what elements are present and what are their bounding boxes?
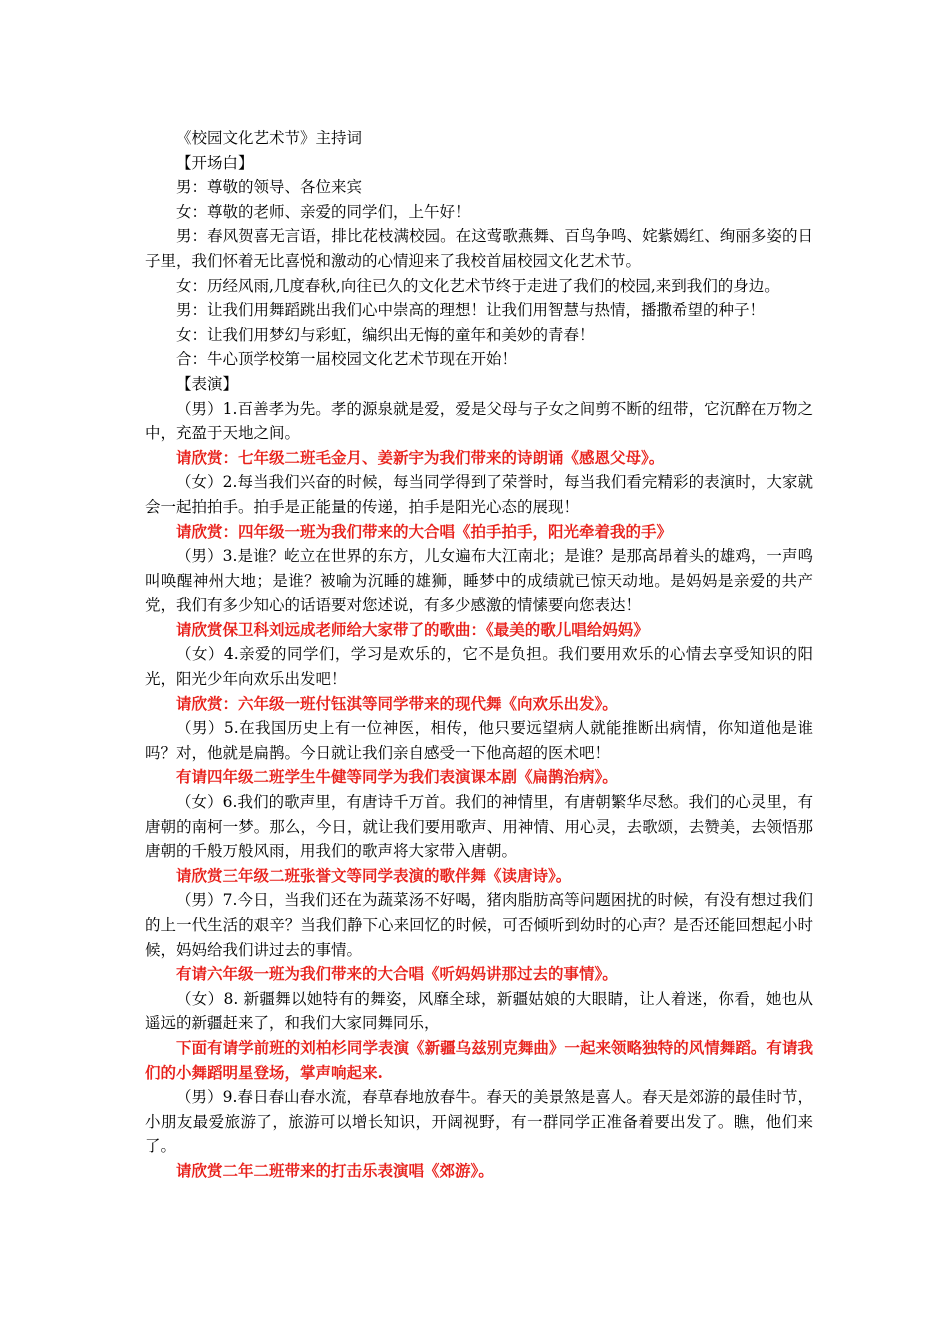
paragraph: （女）6.我们的歌声里，有唐诗千万首。我们的神情里，有唐朝繁华尽愁。我们的心灵里，有唐朝的南柯一梦。那么，今日，就让我们要用歌声、用神情、用心灵，去歌颂，去赞美，去领悟那唐朝的千般万般风雨，用我们的歌声将大家带入唐朝。 <box>145 793 813 861</box>
paragraph: （男）3.是谁？屹立在世界的东方，儿女遍布大江南北；是谁？是那高昂着头的雄鸡，一声鸣叫唤醒神州大地；是谁？被喻为沉睡的雄狮，睡梦中的成绩就已惊天动地。是妈妈是亲爱的共产党，我们有多少知心的话语要对您述说，有多少感激的情愫要向您表达！ <box>145 547 813 615</box>
paragraph: 女：尊敬的老师、亲爱的同学们，上午好！ <box>176 202 471 221</box>
program-announcement: 请欣赏：四年级一班为我们带来的大合唱《拍手拍手，阳光牵着我的手》 <box>176 521 673 541</box>
program-announcement: 有请四年级二班学生牛健等同学为我们表演课本剧《扁鹊治病》。 <box>176 767 618 787</box>
section-heading: 【开场白】 <box>176 153 254 172</box>
paragraph: 合：牛心顶学校第一届校园文化艺术节现在开始！ <box>176 350 518 369</box>
program-announcement: 请欣赏保卫科刘远成老师给大家带了的歌曲：《最美的歌儿唱给妈妈》 <box>176 619 649 639</box>
paragraph: 男：尊敬的领导、各位来宾 <box>176 178 363 197</box>
paragraph: 男：让我们用舞蹈跳出我们心中崇高的理想！让我们用智慧与热情，播撒希望的种子！ <box>176 301 766 320</box>
program-announcement: 请欣赏：七年级二班毛金月、姜新宇为我们带来的诗朗诵《感恩父母》。 <box>176 447 665 467</box>
paragraph: （女）8. 新疆舞以她特有的舞姿，风靡全球，新疆姑娘的大眼睛，让人着迷，你看，她也从遥远的新疆赶来了，和我们大家同舞同乐， <box>145 989 813 1033</box>
program-announcement: 有请六年级一班为我们带来的大合唱《听妈妈讲那过去的事情》。 <box>176 964 618 984</box>
document-body <box>145 126 813 1184</box>
program-announcement: 下面有请学前班的刘柏杉同学表演《新疆乌兹别克舞曲》一起来领略独特的风情舞蹈。有请我们的小舞蹈明星登场，掌声响起来. <box>145 1037 813 1082</box>
paragraph: （男）7.今日，当我们还在为蔬菜汤不好喝，猪肉脂肪高等问题困扰的时候，有没有想过我们的上一代生活的艰辛？当我们静下心来回忆的时候，可否倾听到幼时的心声？是否还能回想起小时候，妈妈给我们讲过去的事情。 <box>145 891 813 959</box>
paragraph: （女）2.每当我们兴奋的时候，每当同学得到了荣誉时，每当我们看完精彩的表演时，大家就会一起拍拍手。拍手是正能量的传递，拍手是阳光心态的展现！ <box>145 473 813 516</box>
section-heading: 【表演】 <box>176 374 239 393</box>
paragraph: 女：让我们用梦幻与彩虹，编织出无悔的童年和美妙的青春！ <box>176 325 595 344</box>
program-announcement: 请欣赏三年级二班张誉文等同学表演的歌伴舞《读唐诗》。 <box>176 865 572 885</box>
paragraph: 男：春风贺喜无言语，排比花枝满校园。在这莺歌燕舞、百鸟争鸣、姹紫嫣红、绚丽多姿的日子里，我们怀着无比喜悦和激动的心情迎来了我校首届校园文化艺术节。 <box>145 227 813 270</box>
program-announcement: 请欣赏：六年级一班付钰淇等同学带来的现代舞《向欢乐出发》。 <box>176 693 618 713</box>
paragraph: （男）5.在我国历史上有一位神医，相传，他只要远望病人就能推断出病情，你知道他是谁吗？对，他就是扁鹊。今日就让我们亲自感受一下他高超的医术吧！ <box>145 719 813 762</box>
program-announcement: 请欣赏二年二班带来的打击乐表演唱《郊游》。 <box>176 1160 494 1180</box>
paragraph: （男）9.春日春山春水流，春草春地放春牛。春天的美景煞是喜人。春天是郊游的最佳时节，小朋友最爱旅游了，旅游可以增长知识，开阔视野，有一群同学正准备着要出发了。瞧，他们来了。 <box>145 1088 813 1156</box>
paragraph: 女：历经风雨,几度春秋,向往已久的文化艺术节终于走进了我们的校园,来到我们的身边。 <box>176 276 780 295</box>
paragraph: （女）4.亲爱的同学们，学习是欢乐的，它不是负担。我们要用欢乐的心情去享受知识的阳光，阳光少年向欢乐出发吧！ <box>145 645 813 689</box>
paragraph: （男）1.百善孝为先。孝的源泉就是爱，爱是父母与子女之间剪不断的纽带，它沉醉在万物之中，充盈于天地之间。 <box>145 399 813 443</box>
document-title: 《校园文化艺术节》主持词 <box>176 129 363 147</box>
